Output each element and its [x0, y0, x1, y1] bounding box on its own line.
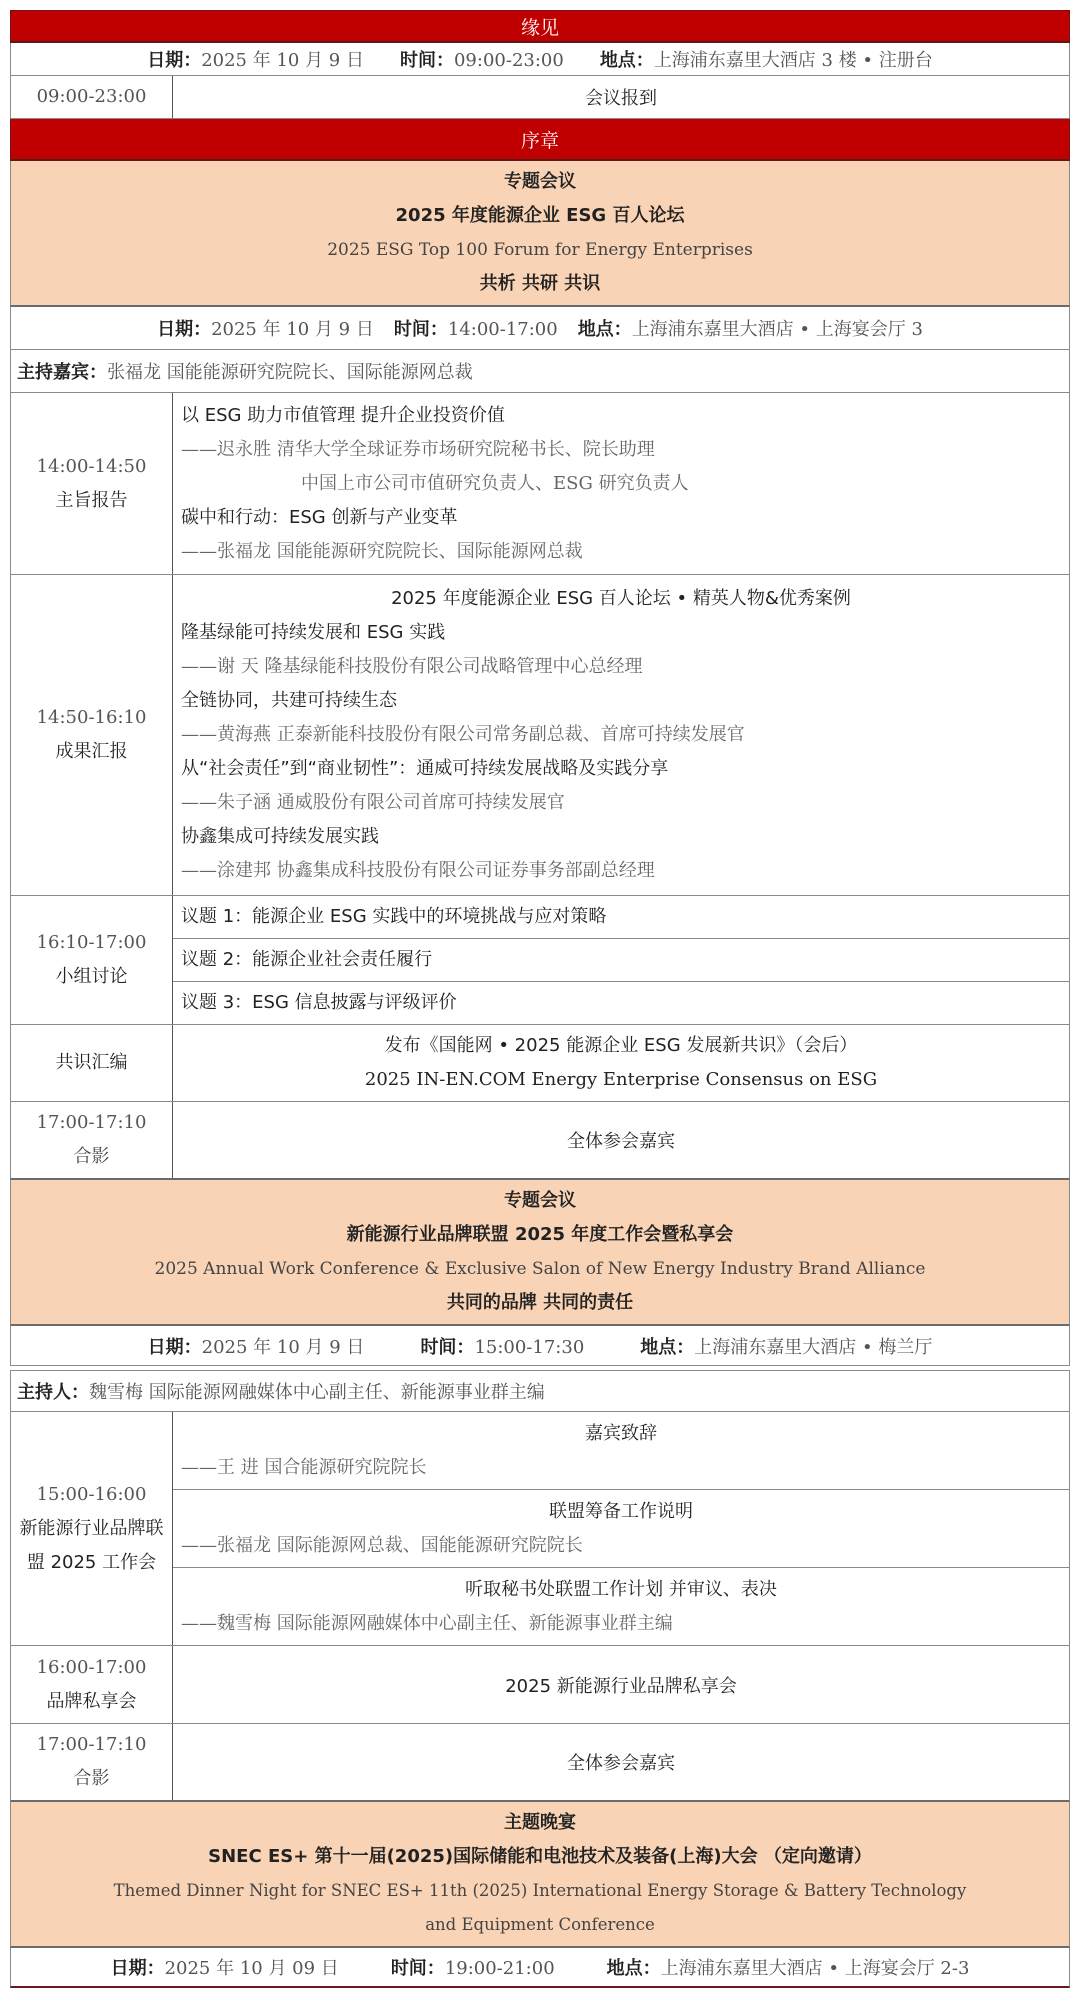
place-label: 地点：: [606, 1958, 661, 1979]
forum-kind: 专题会议: [504, 171, 576, 192]
dinner-header: [10, 1802, 1070, 1948]
dinner-title-cn: SNEC ES+ 第十一届(2025)国际储能和电池技术及装备(上海)大会 （定向邀请）: [208, 1846, 872, 1867]
talk-speaker: ——朱子涵 通威股份有限公司首席可持续发展官: [181, 792, 565, 813]
agenda-item-title: 联盟筹备工作说明: [549, 1500, 693, 1522]
alliance-header: [10, 1180, 1070, 1326]
consensus-en: 2025 IN-EN.COM Energy Enterprise Consensus on ESG: [364, 1069, 878, 1090]
place-label: 地点：: [577, 319, 632, 340]
forum-title-en: 2025 ESG Top 100 Forum for Energy Enterprises: [327, 240, 753, 260]
agenda-item-speaker: ——张福龙 国际能源网总裁、国能能源研究院院长: [181, 1534, 583, 1556]
forum-slogan: 共析 共研 共识: [479, 273, 601, 294]
alliance-title-en: 2025 Annual Work Conference & Exclusive Salon of New Energy Industry Brand Alliance: [154, 1259, 926, 1279]
results-row: [10, 575, 1070, 896]
talk-speaker: ——黄海燕 正泰新能科技股份有限公司常务副总裁、首席可持续发展官: [181, 724, 745, 745]
section-band-prelude: [10, 119, 1070, 161]
session-name: 成果汇报: [55, 741, 128, 762]
discussion-topic: 议题 1：能源企业 ESG 实践中的环境挑战与应对策略: [181, 906, 607, 927]
talk-title: 协鑫集成可持续发展实践: [181, 826, 379, 847]
talk-speaker: ——谢 天 隆基绿能科技股份有限公司战略管理中心总经理: [181, 656, 643, 677]
registration-row: [10, 76, 1070, 119]
session-name: 合影: [73, 1768, 110, 1789]
session-name: 合影: [73, 1146, 110, 1167]
band-label: 缘见: [520, 16, 559, 39]
session-item: 会议报到: [585, 88, 657, 109]
time-label: 时间：: [390, 1958, 445, 1979]
forum-header: [10, 161, 1070, 307]
alliance-title-cn: 新能源行业品牌联盟 2025 年度工作会暨私享会: [346, 1224, 734, 1245]
date-value: 2025 年 10 月 9 日: [201, 1336, 365, 1358]
photo-row: [10, 1102, 1070, 1180]
session-time: 15:00-16:00: [36, 1483, 147, 1505]
session-name: 品牌私享会: [46, 1690, 137, 1712]
forum-title-cn: 2025 年度能源企业 ESG 百人论坛: [395, 205, 685, 226]
host-value: 张福龙 国能能源研究院院长、国际能源网总裁: [107, 362, 473, 383]
host-label: 主持人：: [17, 1382, 89, 1403]
agenda-item-title: 听取秘书处联盟工作计划 并审议、表决: [465, 1578, 777, 1600]
date-label: 日期：: [147, 1336, 202, 1358]
talk-speaker-cont: 中国上市公司市值研究负责人、ESG 研究负责人: [301, 472, 689, 494]
talk-title: 从“社会责任”到“商业韧性”：通威可持续发展战略及实践分享: [181, 758, 669, 779]
results-header: 2025 年度能源企业 ESG 百人论坛 • 精英人物&优秀案例: [391, 588, 851, 609]
time-label: 时间：: [420, 1336, 475, 1358]
section-band-welcome: [10, 10, 1070, 43]
session-name: 小组讨论: [55, 966, 128, 987]
alliance-host-row: [10, 1370, 1070, 1412]
alliance-slogan: 共同的品牌 共同的责任: [446, 1292, 634, 1313]
time-value: 09:00-23:00: [453, 50, 564, 71]
place-value: 上海浦东嘉里大酒店 • 上海宴会厅 2-3: [660, 1958, 970, 1979]
session-time: 16:00-17:00: [36, 1656, 147, 1678]
talk-title: 以 ESG 助力市值管理 提升企业投资价值: [181, 404, 505, 426]
place-value: 上海浦东嘉里大酒店 • 梅兰厅: [694, 1336, 933, 1358]
agenda-item-speaker: ——王 进 国合能源研究院院长: [181, 1456, 427, 1478]
forum-info-row: [10, 307, 1070, 350]
session-time: 14:50-16:10: [36, 707, 147, 728]
session-time: 17:00-17:10: [36, 1734, 147, 1755]
dinner-title-en-2: and Equipment Conference: [425, 1915, 655, 1934]
dinner-kind: 主题晚宴: [504, 1812, 576, 1833]
talk-speaker: ——迟永胜 清华大学全球证券市场研究院秘书长、院长助理: [181, 438, 655, 460]
session-time: 14:00-14:50: [36, 455, 147, 477]
session-item: 全体参会嘉宾: [567, 1753, 675, 1774]
alliance-photo-row: [10, 1724, 1070, 1802]
date-value: 2025 年 10 月 9 日: [211, 319, 374, 340]
host-label: 主持嘉宾：: [17, 362, 107, 383]
session-name: 主旨报告: [55, 489, 128, 511]
discussion-topic: 议题 3：ESG 信息披露与评级评价: [181, 992, 457, 1013]
talk-title: 隆基绿能可持续发展和 ESG 实践: [181, 622, 446, 643]
session-name: 新能源行业品牌联盟 2025 工作会: [19, 1517, 164, 1573]
keynote-row: [10, 393, 1070, 575]
agenda-item-title: 嘉宾致辞: [585, 1422, 657, 1444]
date-label: 日期：: [110, 1958, 165, 1979]
time-value: 19:00-21:00: [444, 1958, 555, 1979]
date-label: 日期：: [147, 50, 202, 71]
time-value: 14:00-17:00: [447, 319, 558, 340]
place-label: 地点：: [640, 1336, 695, 1358]
discussion-row: [10, 896, 1070, 1025]
place-label: 地点：: [599, 50, 654, 71]
session-time: 17:00-17:10: [36, 1112, 147, 1133]
time-value: 15:00-17:30: [474, 1336, 585, 1358]
session-item: 全体参会嘉宾: [567, 1131, 675, 1152]
time-label: 时间：: [399, 50, 454, 71]
salon-row: [10, 1646, 1070, 1724]
welcome-info-row: [10, 43, 1070, 76]
session-name: 共识汇编: [55, 1052, 128, 1073]
band-label: 序章: [520, 129, 559, 152]
talk-speaker: ——涂建邦 协鑫集成科技股份有限公司证券事务部副总经理: [181, 860, 655, 881]
alliance-info-row: [10, 1326, 1070, 1366]
forum-host-row: [10, 350, 1070, 393]
date-value: 2025 年 10 月 9 日: [201, 50, 364, 71]
talk-title: 碳中和行动：ESG 创新与产业变革: [181, 506, 458, 528]
time-label: 时间：: [393, 319, 448, 340]
date-label: 日期：: [157, 319, 212, 340]
consensus-cn: 发布《国能网 • 2025 能源企业 ESG 发展新共识》（会后）: [384, 1035, 858, 1056]
alliance-work-row: [10, 1412, 1070, 1646]
alliance-kind: 专题会议: [504, 1190, 576, 1211]
session-time: 16:10-17:00: [36, 932, 147, 953]
dinner-info-row: [10, 1948, 1070, 1988]
session-time: 09:00-23:00: [36, 86, 147, 107]
place-value: 上海浦东嘉里大酒店 3 楼 • 注册台: [653, 50, 933, 71]
dinner-title-en-1: Themed Dinner Night for SNEC ES+ 11th (2025) International Energy Storage & Battery Technology: [113, 1881, 967, 1900]
date-value: 2025 年 10 月 09 日: [164, 1958, 339, 1979]
discussion-topic: 议题 2：能源企业社会责任履行: [181, 949, 433, 970]
talk-title: 全链协同，共建可持续生态: [181, 690, 397, 711]
place-value: 上海浦东嘉里大酒店 • 上海宴会厅 3: [631, 319, 923, 340]
consensus-row: [10, 1025, 1070, 1102]
host-value: 魏雪梅 国际能源网融媒体中心副主任、新能源事业群主编: [89, 1382, 545, 1403]
agenda-item-speaker: ——魏雪梅 国际能源网融媒体中心副主任、新能源事业群主编: [181, 1612, 673, 1634]
talk-speaker: ——张福龙 国能能源研究院院长、国际能源网总裁: [181, 540, 583, 562]
agenda-table: [10, 10, 1070, 1988]
session-item: 2025 新能源行业品牌私享会: [505, 1675, 737, 1697]
